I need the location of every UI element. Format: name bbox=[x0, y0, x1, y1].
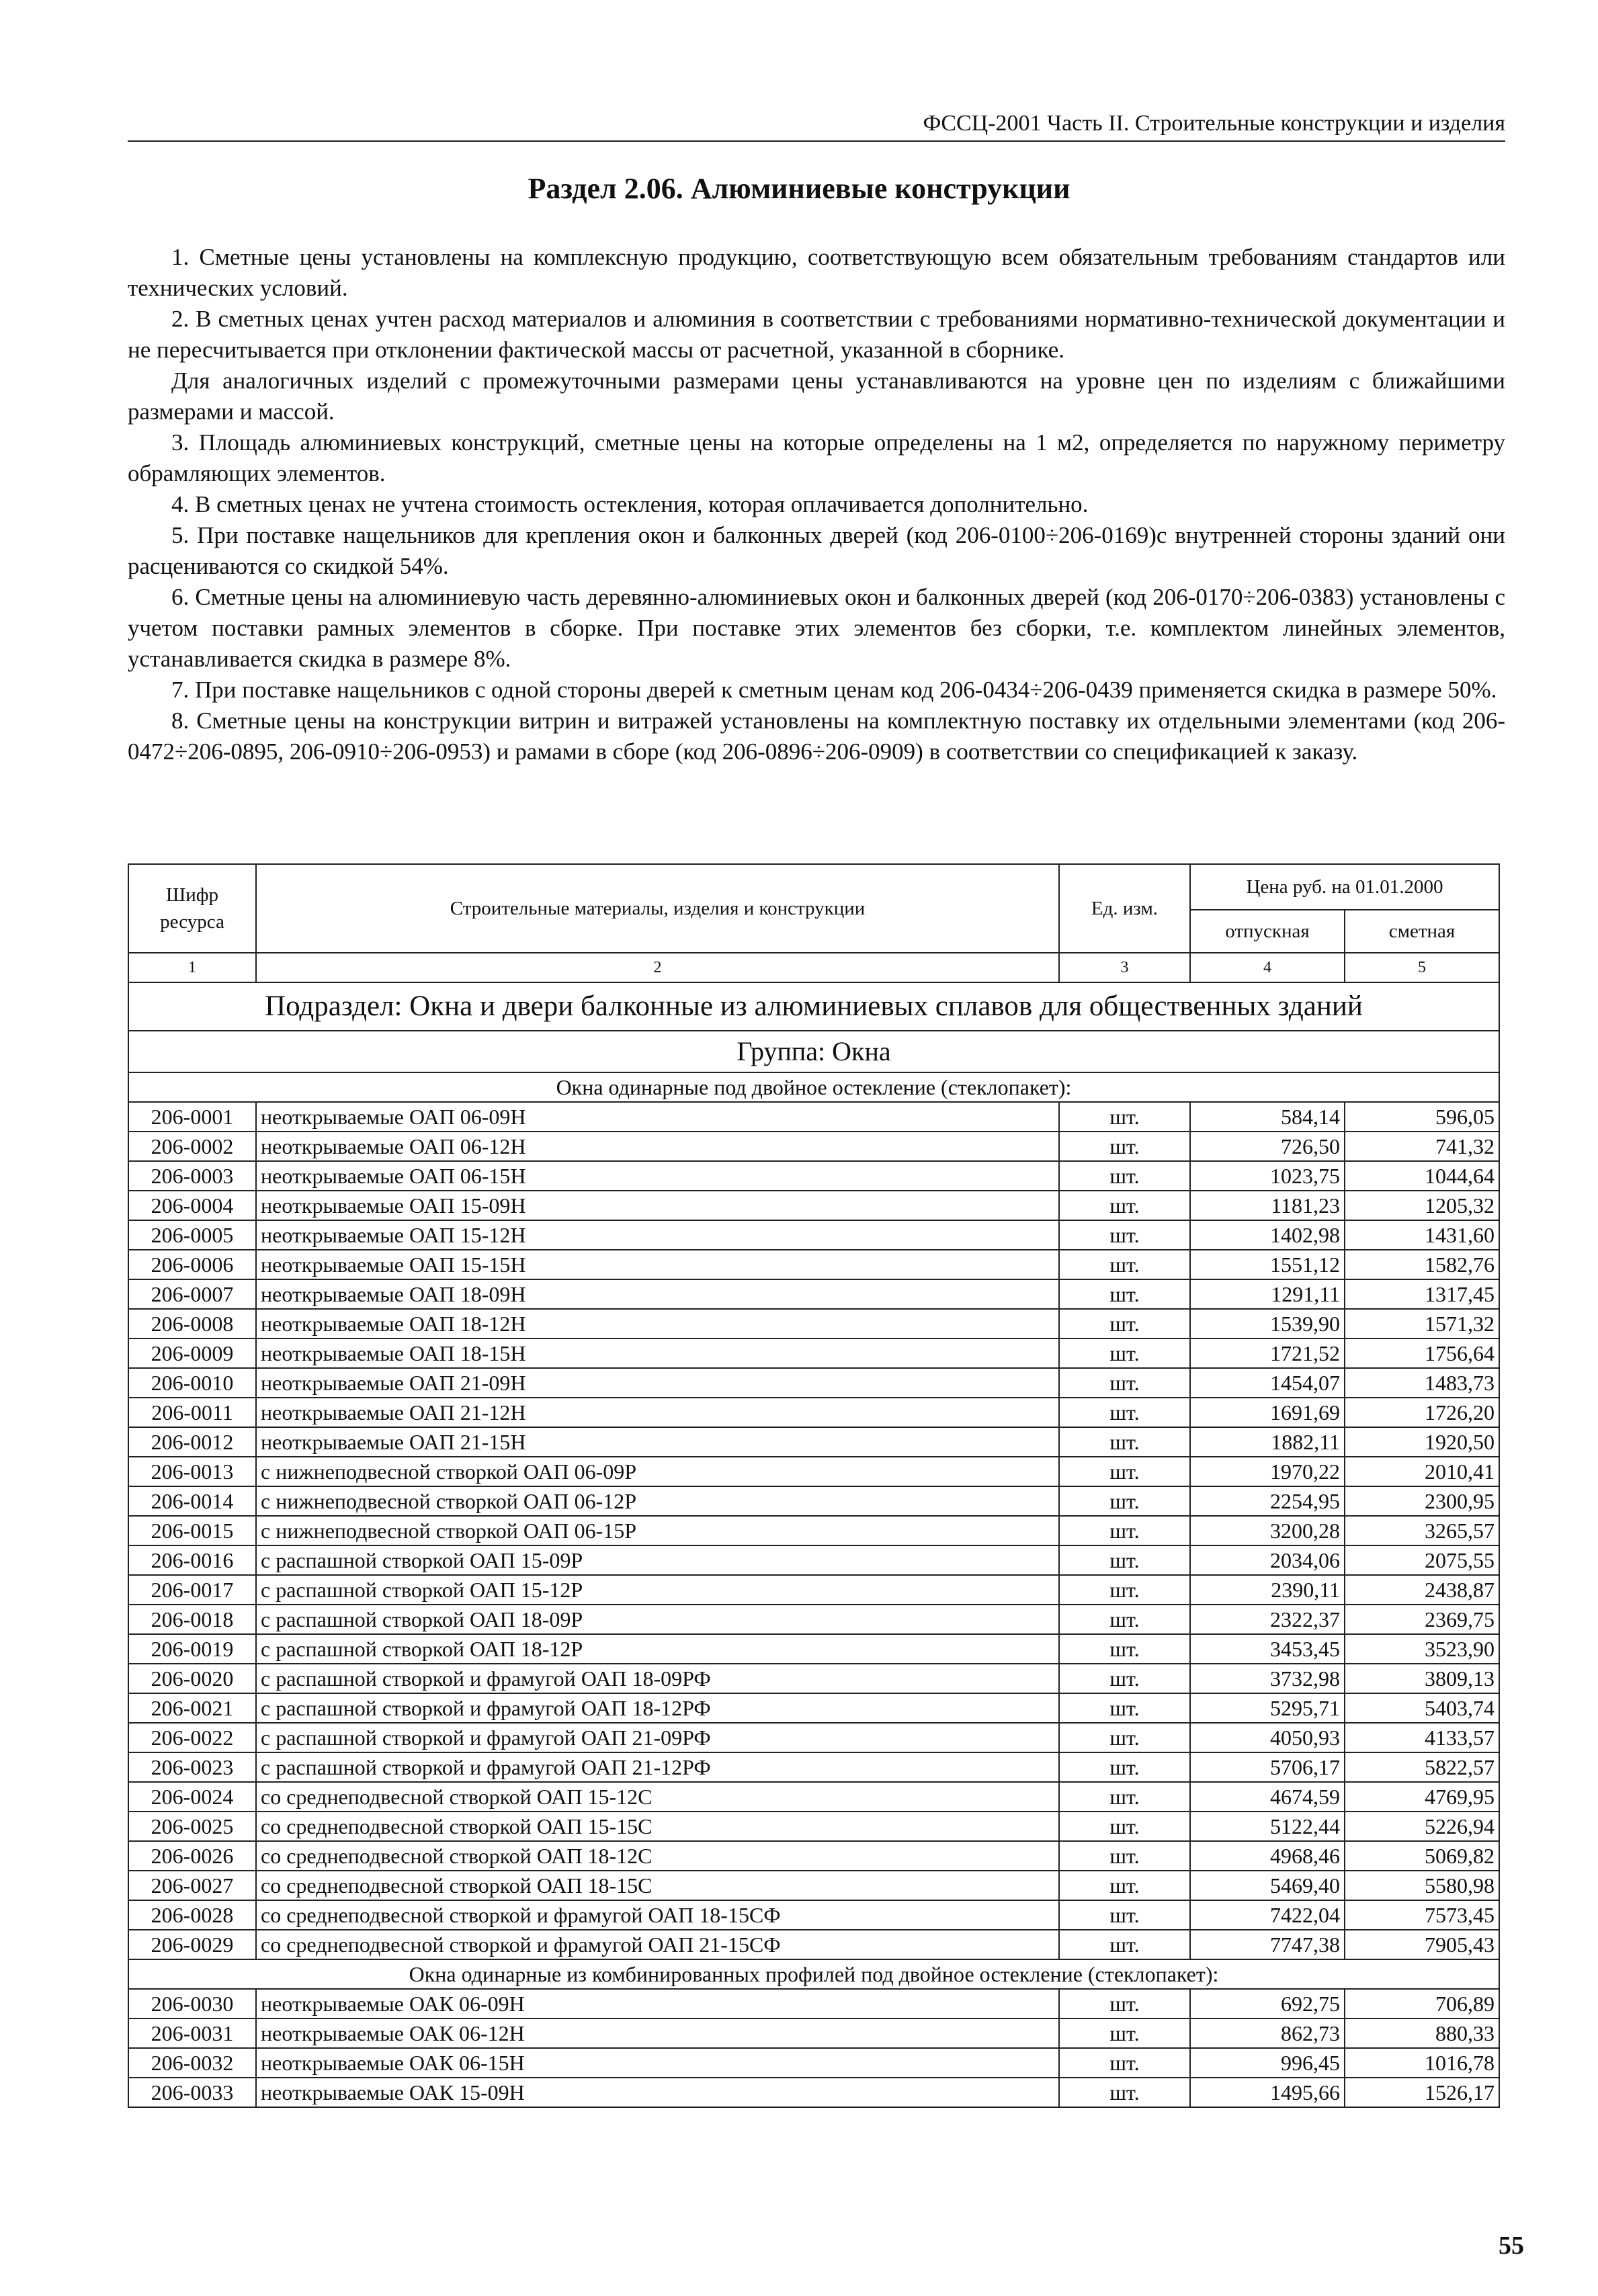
resource-code: 206-0031 bbox=[128, 2018, 256, 2048]
col-price-header: Цена руб. на 01.01.2000 bbox=[1190, 864, 1499, 910]
note-5: 5. При поставке нащельников для крепления окон и балконных дверей (код 206-0100÷206-0169)с внутренней стороны зданий они расцениваются со скидкой 54%. bbox=[128, 522, 1505, 579]
resource-code: 206-0032 bbox=[128, 2048, 256, 2078]
unit: шт. bbox=[1059, 1723, 1190, 1752]
price-release: 4674,59 bbox=[1190, 1782, 1345, 1812]
resource-code: 206-0029 bbox=[128, 1930, 256, 1959]
table-row bbox=[128, 1486, 1499, 1516]
price-release: 7747,38 bbox=[1190, 1930, 1345, 1959]
price-release: 5295,71 bbox=[1190, 1693, 1345, 1723]
subsection-heading: Подраздел: Окна и двери балконные из алюминиевых сплавов для общественных зданий bbox=[128, 982, 1499, 1031]
price-release: 692,75 bbox=[1190, 1989, 1345, 2018]
resource-code: 206-0024 bbox=[128, 1782, 256, 1812]
price-estimate: 741,32 bbox=[1345, 1132, 1499, 1161]
resource-code: 206-0007 bbox=[128, 1279, 256, 1309]
item-name: со среднеподвесной створкой ОАП 18-15С bbox=[256, 1871, 1059, 1900]
table-row bbox=[128, 1989, 1499, 2018]
item-name: со среднеподвесной створкой ОАП 15-15С bbox=[256, 1812, 1059, 1841]
price-estimate: 1571,32 bbox=[1345, 1309, 1499, 1338]
unit: шт. bbox=[1059, 1427, 1190, 1457]
unit: шт. bbox=[1059, 1664, 1190, 1693]
table-row bbox=[128, 1368, 1499, 1398]
price-estimate: 1016,78 bbox=[1345, 2048, 1499, 2078]
col-estimate-header: сметная bbox=[1345, 910, 1499, 953]
price-estimate: 7573,45 bbox=[1345, 1900, 1499, 1930]
item-name: со среднеподвесной створкой и фрамугой ОАП 18-15СФ bbox=[256, 1900, 1059, 1930]
item-name: неоткрываемые ОАП 06-12Н bbox=[256, 1132, 1059, 1161]
page-number: 55 bbox=[1499, 2231, 1524, 2260]
price-estimate: 1756,64 bbox=[1345, 1338, 1499, 1368]
item-name: с распашной створкой и фрамугой ОАП 18-09РФ bbox=[256, 1664, 1059, 1693]
table-row bbox=[128, 1723, 1499, 1752]
resource-code: 206-0025 bbox=[128, 1812, 256, 1841]
resource-code: 206-0014 bbox=[128, 1486, 256, 1516]
price-release: 1539,90 bbox=[1190, 1309, 1345, 1338]
resource-code: 206-0028 bbox=[128, 1900, 256, 1930]
unit: шт. bbox=[1059, 1545, 1190, 1575]
table-row bbox=[128, 1132, 1499, 1161]
note-2: 2. В сметных ценах учтен расход материалов и алюминия в соответствии с требованиями нормативно-технической документации и не пересчитывается при отклонении фактической массы от расчетной, указанной в сборнике. bbox=[128, 306, 1505, 363]
note-2b: Для аналогичных изделий с промежуточными размерами цены устанавливаются на уровне цен по изделиям с ближайшими размерами и массой. bbox=[128, 368, 1505, 425]
unit: шт. bbox=[1059, 1161, 1190, 1191]
resource-code: 206-0027 bbox=[128, 1871, 256, 1900]
note-6: 6. Сметные цены на алюминиевую часть деревянно-алюминиевых окон и балконных дверей (код 206-0170÷206-0383) установлены с учетом поставки рамных элементов в сборке. При поставке этих элементов без сборки, т.е. комплектом линейных элементов, устанавливается скидка в размере 8%. bbox=[128, 584, 1505, 672]
resource-code: 206-0018 bbox=[128, 1605, 256, 1634]
price-estimate: 1205,32 bbox=[1345, 1191, 1499, 1220]
resource-code: 206-0012 bbox=[128, 1427, 256, 1457]
price-release: 2322,37 bbox=[1190, 1605, 1345, 1634]
unit: шт. bbox=[1059, 1634, 1190, 1664]
price-estimate: 3265,57 bbox=[1345, 1516, 1499, 1545]
section-title: Раздел 2.06. Алюминиевые конструкции bbox=[528, 172, 1070, 205]
table-row bbox=[128, 1841, 1499, 1871]
unit: шт. bbox=[1059, 1398, 1190, 1427]
resource-code: 206-0004 bbox=[128, 1191, 256, 1220]
resource-code: 206-0019 bbox=[128, 1634, 256, 1664]
resource-code: 206-0017 bbox=[128, 1575, 256, 1605]
unit: шт. bbox=[1059, 1900, 1190, 1930]
price-release: 1023,75 bbox=[1190, 1161, 1345, 1191]
unit: шт. bbox=[1059, 2018, 1190, 2048]
resource-code: 206-0030 bbox=[128, 1989, 256, 2018]
note-1: 1. Сметные цены установлены на комплексную продукцию, соответствующую всем обязательным требованиям стандартов или технических условий. bbox=[128, 244, 1505, 301]
caption-row: Окна одинарные под двойное остекление (стеклопакет): bbox=[128, 1072, 1499, 1102]
item-name: неоткрываемые ОАК 06-09Н bbox=[256, 1989, 1059, 2018]
unit: шт. bbox=[1059, 1812, 1190, 1841]
unit: шт. bbox=[1059, 1102, 1190, 1132]
price-estimate: 3809,13 bbox=[1345, 1664, 1499, 1693]
price-estimate: 2010,41 bbox=[1345, 1457, 1499, 1486]
table-row bbox=[128, 1782, 1499, 1812]
item-name: неоткрываемые ОАП 18-09Н bbox=[256, 1279, 1059, 1309]
table-row bbox=[128, 1545, 1499, 1575]
price-release: 1402,98 bbox=[1190, 1220, 1345, 1250]
price-release: 2390,11 bbox=[1190, 1575, 1345, 1605]
col-unit-header: Ед. изм. bbox=[1059, 864, 1190, 953]
col-number: 1 bbox=[128, 953, 256, 982]
price-estimate: 1920,50 bbox=[1345, 1427, 1499, 1457]
col-number: 2 bbox=[256, 953, 1059, 982]
unit: шт. bbox=[1059, 1605, 1190, 1634]
unit: шт. bbox=[1059, 1220, 1190, 1250]
unit: шт. bbox=[1059, 1132, 1190, 1161]
price-estimate: 4769,95 bbox=[1345, 1782, 1499, 1812]
unit: шт. bbox=[1059, 1250, 1190, 1279]
price-estimate: 1726,20 bbox=[1345, 1398, 1499, 1427]
price-table bbox=[128, 863, 1500, 2108]
price-release: 1181,23 bbox=[1190, 1191, 1345, 1220]
resource-code: 206-0001 bbox=[128, 1102, 256, 1132]
table-row bbox=[128, 1900, 1499, 1930]
unit: шт. bbox=[1059, 1309, 1190, 1338]
unit: шт. bbox=[1059, 1516, 1190, 1545]
item-name: неоткрываемые ОАП 15-09Н bbox=[256, 1191, 1059, 1220]
notes bbox=[128, 242, 1505, 767]
table-row bbox=[128, 1427, 1499, 1457]
price-estimate: 3523,90 bbox=[1345, 1634, 1499, 1664]
item-name: неоткрываемые ОАП 06-09Н bbox=[256, 1102, 1059, 1132]
table-row bbox=[128, 1250, 1499, 1279]
resource-code: 206-0022 bbox=[128, 1723, 256, 1752]
item-name: с распашной створкой ОАП 18-09Р bbox=[256, 1605, 1059, 1634]
unit: шт. bbox=[1059, 1841, 1190, 1871]
resource-code: 206-0011 bbox=[128, 1398, 256, 1427]
item-name: неоткрываемые ОАК 06-15Н bbox=[256, 2048, 1059, 2078]
resource-code: 206-0020 bbox=[128, 1664, 256, 1693]
price-release: 4968,46 bbox=[1190, 1841, 1345, 1871]
resource-code: 206-0009 bbox=[128, 1338, 256, 1368]
unit: шт. bbox=[1059, 1989, 1190, 2018]
price-release: 1495,66 bbox=[1190, 2078, 1345, 2107]
item-name: с нижнеподвесной створкой ОАП 06-15Р bbox=[256, 1516, 1059, 1545]
price-estimate: 5403,74 bbox=[1345, 1693, 1499, 1723]
unit: шт. bbox=[1059, 1871, 1190, 1900]
table-row bbox=[128, 1812, 1499, 1841]
price-release: 3453,45 bbox=[1190, 1634, 1345, 1664]
table-row bbox=[128, 1575, 1499, 1605]
unit: шт. bbox=[1059, 1930, 1190, 1959]
item-name: со среднеподвесной створкой и фрамугой ОАП 21-15СФ bbox=[256, 1930, 1059, 1959]
item-name: неоткрываемые ОАП 15-15Н bbox=[256, 1250, 1059, 1279]
table-row bbox=[128, 1161, 1499, 1191]
price-release: 2254,95 bbox=[1190, 1486, 1345, 1516]
price-release: 1721,52 bbox=[1190, 1338, 1345, 1368]
item-name: с распашной створкой ОАП 15-09Р bbox=[256, 1545, 1059, 1575]
resource-code: 206-0023 bbox=[128, 1752, 256, 1782]
price-estimate: 5822,57 bbox=[1345, 1752, 1499, 1782]
unit: шт. bbox=[1059, 1191, 1190, 1220]
group-heading: Группа: Окна bbox=[128, 1031, 1499, 1072]
unit: шт. bbox=[1059, 1752, 1190, 1782]
col-name-header: Строительные материалы, изделия и конструкции bbox=[256, 864, 1059, 953]
col-number: 4 bbox=[1190, 953, 1345, 982]
item-name: с нижнеподвесной створкой ОАП 06-09Р bbox=[256, 1457, 1059, 1486]
price-estimate: 2300,95 bbox=[1345, 1486, 1499, 1516]
price-estimate: 1044,64 bbox=[1345, 1161, 1499, 1191]
unit: шт. bbox=[1059, 1782, 1190, 1812]
unit: шт. bbox=[1059, 1338, 1190, 1368]
resource-code: 206-0005 bbox=[128, 1220, 256, 1250]
col-code-header: Шифр ресурса bbox=[128, 864, 256, 953]
table-row bbox=[128, 1309, 1499, 1338]
table-row bbox=[128, 2078, 1499, 2107]
price-estimate: 5226,94 bbox=[1345, 1812, 1499, 1841]
item-name: с распашной створкой и фрамугой ОАП 21-12РФ bbox=[256, 1752, 1059, 1782]
note-3: 3. Площадь алюминиевых конструкций, сметные цены на которые определены на 1 м2, определяется по наружному периметру обрамляющих элементов. bbox=[128, 429, 1505, 486]
table-row bbox=[128, 1605, 1499, 1634]
price-release: 1882,11 bbox=[1190, 1427, 1345, 1457]
resource-code: 206-0026 bbox=[128, 1841, 256, 1871]
item-name: неоткрываемые ОАК 15-09Н bbox=[256, 2078, 1059, 2107]
table-row bbox=[128, 1930, 1499, 1959]
col-release-header: отпускная bbox=[1190, 910, 1345, 953]
item-name: неоткрываемые ОАК 06-12Н bbox=[256, 2018, 1059, 2048]
price-estimate: 880,33 bbox=[1345, 2018, 1499, 2048]
table-row bbox=[128, 1516, 1499, 1545]
price-estimate: 7905,43 bbox=[1345, 1930, 1499, 1959]
resource-code: 206-0021 bbox=[128, 1693, 256, 1723]
price-release: 3200,28 bbox=[1190, 1516, 1345, 1545]
col-number: 3 bbox=[1059, 953, 1190, 982]
price-release: 996,45 bbox=[1190, 2048, 1345, 2078]
price-release: 1691,69 bbox=[1190, 1398, 1345, 1427]
price-release: 2034,06 bbox=[1190, 1545, 1345, 1575]
table-row bbox=[128, 1102, 1499, 1132]
unit: шт. bbox=[1059, 1693, 1190, 1723]
item-name: со среднеподвесной створкой ОАП 15-12С bbox=[256, 1782, 1059, 1812]
table-row bbox=[128, 1634, 1499, 1664]
price-estimate: 2438,87 bbox=[1345, 1575, 1499, 1605]
price-estimate: 1483,73 bbox=[1345, 1368, 1499, 1398]
price-estimate: 2075,55 bbox=[1345, 1545, 1499, 1575]
item-name: с распашной створкой и фрамугой ОАП 21-09РФ bbox=[256, 1723, 1059, 1752]
resource-code: 206-0010 bbox=[128, 1368, 256, 1398]
price-release: 5706,17 bbox=[1190, 1752, 1345, 1782]
resource-code: 206-0006 bbox=[128, 1250, 256, 1279]
item-name: неоткрываемые ОАП 21-15Н bbox=[256, 1427, 1059, 1457]
running-header: ФССЦ-2001 Часть II. Строительные конструкции и изделия bbox=[128, 111, 1505, 142]
unit: шт. bbox=[1059, 1279, 1190, 1309]
resource-code: 206-0008 bbox=[128, 1309, 256, 1338]
price-estimate: 1582,76 bbox=[1345, 1250, 1499, 1279]
price-release: 7422,04 bbox=[1190, 1900, 1345, 1930]
item-name: неоткрываемые ОАП 21-09Н bbox=[256, 1368, 1059, 1398]
item-name: неоткрываемые ОАП 18-15Н bbox=[256, 1338, 1059, 1368]
table-row bbox=[128, 1338, 1499, 1368]
price-release: 1454,07 bbox=[1190, 1368, 1345, 1398]
price-estimate: 1526,17 bbox=[1345, 2078, 1499, 2107]
unit: шт. bbox=[1059, 2078, 1190, 2107]
unit: шт. bbox=[1059, 1575, 1190, 1605]
price-release: 5122,44 bbox=[1190, 1812, 1345, 1841]
price-estimate: 706,89 bbox=[1345, 1989, 1499, 2018]
caption-row: Окна одинарные из комбинированных профилей под двойное остекление (стеклопакет): bbox=[128, 1959, 1499, 1989]
price-estimate: 5580,98 bbox=[1345, 1871, 1499, 1900]
price-estimate: 1431,60 bbox=[1345, 1220, 1499, 1250]
price-release: 726,50 bbox=[1190, 1132, 1345, 1161]
table-row bbox=[128, 1693, 1499, 1723]
item-name: неоткрываемые ОАП 06-15Н bbox=[256, 1161, 1059, 1191]
item-name: неоткрываемые ОАП 15-12Н bbox=[256, 1220, 1059, 1250]
price-estimate: 4133,57 bbox=[1345, 1723, 1499, 1752]
table-row bbox=[128, 1752, 1499, 1782]
resource-code: 206-0015 bbox=[128, 1516, 256, 1545]
resource-code: 206-0003 bbox=[128, 1161, 256, 1191]
table-row bbox=[128, 1220, 1499, 1250]
item-name: неоткрываемые ОАП 18-12Н bbox=[256, 1309, 1059, 1338]
price-estimate: 596,05 bbox=[1345, 1102, 1499, 1132]
price-release: 1970,22 bbox=[1190, 1457, 1345, 1486]
item-name: неоткрываемые ОАП 21-12Н bbox=[256, 1398, 1059, 1427]
item-name: с нижнеподвесной створкой ОАП 06-12Р bbox=[256, 1486, 1059, 1516]
item-name: с распашной створкой ОАП 18-12Р bbox=[256, 1634, 1059, 1664]
resource-code: 206-0016 bbox=[128, 1545, 256, 1575]
item-name: со среднеподвесной створкой ОАП 18-12С bbox=[256, 1841, 1059, 1871]
table-row bbox=[128, 2048, 1499, 2078]
unit: шт. bbox=[1059, 2048, 1190, 2078]
resource-code: 206-0002 bbox=[128, 1132, 256, 1161]
price-release: 4050,93 bbox=[1190, 1723, 1345, 1752]
resource-code: 206-0033 bbox=[128, 2078, 256, 2107]
unit: шт. bbox=[1059, 1457, 1190, 1486]
item-name: с распашной створкой ОАП 15-12Р bbox=[256, 1575, 1059, 1605]
note-4: 4. В сметных ценах не учтена стоимость остекления, которая оплачивается дополнительно. bbox=[171, 491, 1089, 517]
unit: шт. bbox=[1059, 1368, 1190, 1398]
table-row bbox=[128, 1457, 1499, 1486]
price-estimate: 2369,75 bbox=[1345, 1605, 1499, 1634]
price-release: 1291,11 bbox=[1190, 1279, 1345, 1309]
table-row bbox=[128, 1279, 1499, 1309]
resource-code: 206-0013 bbox=[128, 1457, 256, 1486]
note-8: 8. Сметные цены на конструкции витрин и витражей установлены на комплектную поставку их отдельными элементами (код 206-0472÷206-0895, 206-0910÷206-0953) и рамами в сборе (код 206-0896÷206-0909) в соответствии со спецификацией к заказу. bbox=[128, 708, 1505, 765]
table-row bbox=[128, 1664, 1499, 1693]
table-row bbox=[128, 1398, 1499, 1427]
col-number: 5 bbox=[1345, 953, 1499, 982]
note-7: 7. При поставке нащельников с одной стороны дверей к сметным ценам код 206-0434÷206-0439 применяется скидка в размере 50%. bbox=[171, 677, 1497, 703]
price-release: 5469,40 bbox=[1190, 1871, 1345, 1900]
price-release: 1551,12 bbox=[1190, 1250, 1345, 1279]
item-name: с распашной створкой и фрамугой ОАП 18-12РФ bbox=[256, 1693, 1059, 1723]
price-estimate: 1317,45 bbox=[1345, 1279, 1499, 1309]
unit: шт. bbox=[1059, 1486, 1190, 1516]
price-release: 862,73 bbox=[1190, 2018, 1345, 2048]
price-release: 3732,98 bbox=[1190, 1664, 1345, 1693]
table-row bbox=[128, 1191, 1499, 1220]
price-release: 584,14 bbox=[1190, 1102, 1345, 1132]
table-row bbox=[128, 1871, 1499, 1900]
table-row bbox=[128, 2018, 1499, 2048]
price-estimate: 5069,82 bbox=[1345, 1841, 1499, 1871]
